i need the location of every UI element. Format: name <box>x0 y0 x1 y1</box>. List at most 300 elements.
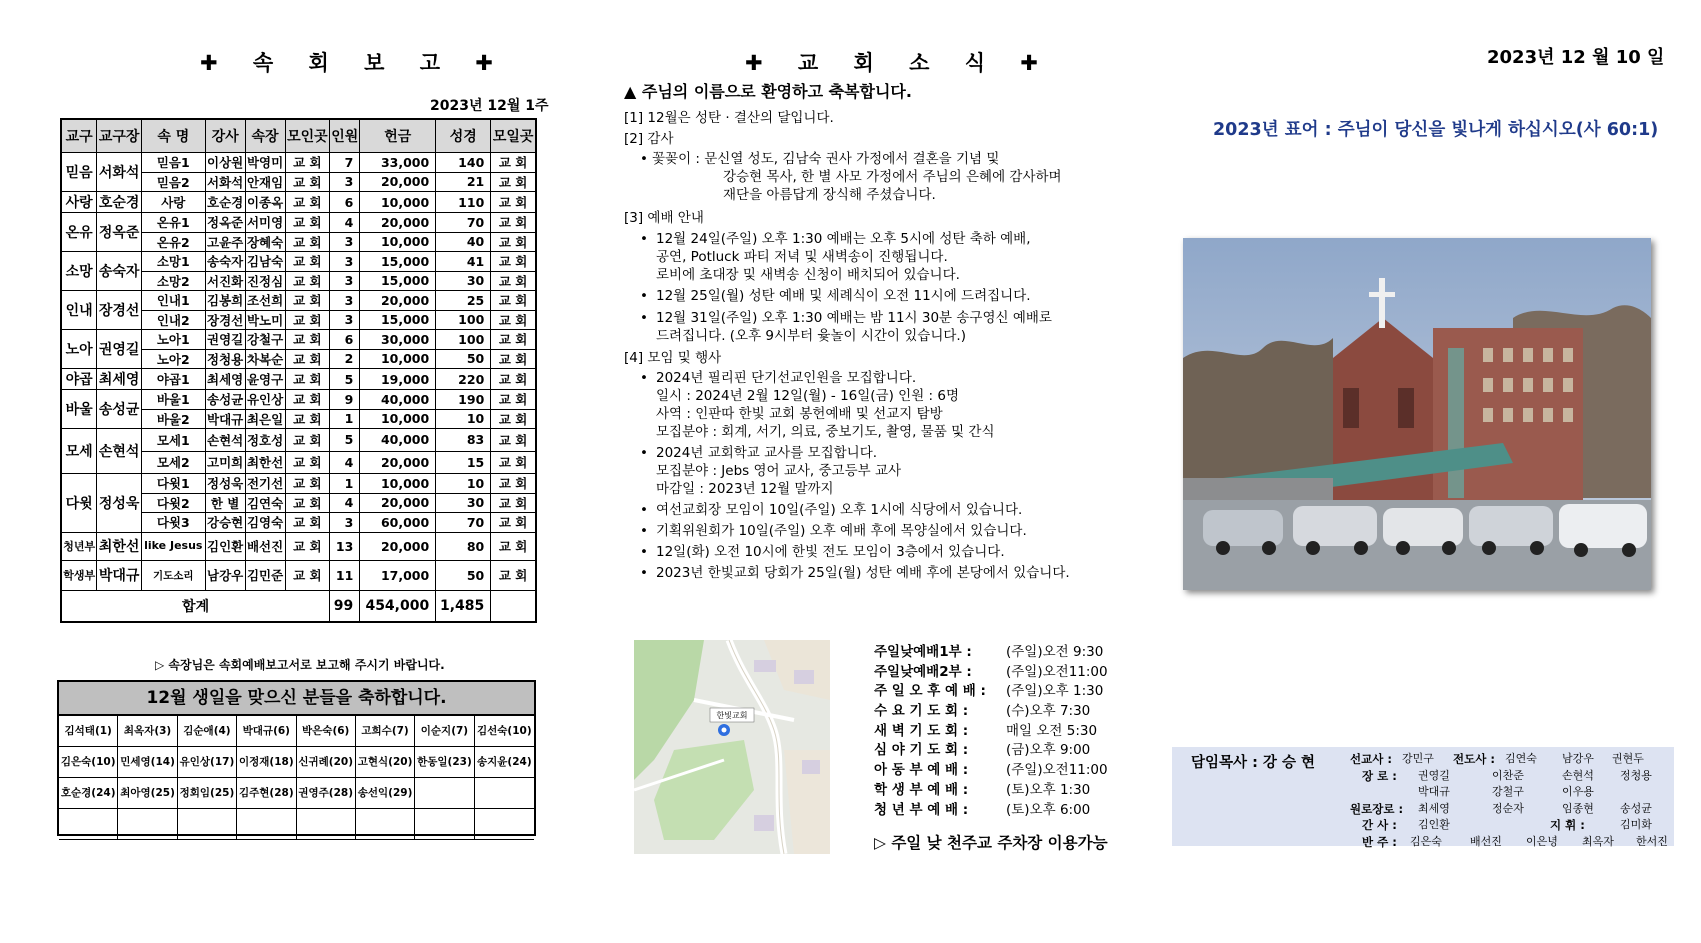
elder-5: 박대규 <box>1418 785 1450 798</box>
accompanist-5: 한서진 <box>1636 834 1668 848</box>
cell-leader: 이종옥 <box>245 192 285 213</box>
teacher: 정옥준 <box>205 213 245 233</box>
cell-name: 노아2 <box>141 349 205 369</box>
cell-leader: 진정심 <box>245 271 285 291</box>
teacher: 박대규 <box>205 409 245 429</box>
honorary-3: 임종현 <box>1562 801 1594 815</box>
service-time: (토)오후 1:30 <box>1006 781 1091 798</box>
elder-4: 정청용 <box>1620 768 1652 782</box>
elder-6: 강철구 <box>1492 785 1524 798</box>
table-row <box>61 390 536 410</box>
birthday-cell: 이정재(18) <box>237 747 296 778</box>
steward-name: 김인환 <box>1418 818 1450 831</box>
cell-leader: 윤영구 <box>245 369 285 390</box>
birthday-cell <box>475 778 534 809</box>
district-name: 모세 <box>61 429 97 474</box>
teacher: 호순경 <box>205 192 245 213</box>
teacher: 정성욱 <box>205 474 245 494</box>
elder-7: 이우용 <box>1562 785 1594 798</box>
report-note: ▷ 속장님은 속회예배보고서로 보고해 주시기 바랍니다. <box>155 658 445 672</box>
next-place: 교 회 <box>491 349 536 369</box>
district-leader: 송성균 <box>97 390 142 429</box>
cell-leader: 김영숙 <box>245 513 285 533</box>
news-item-2-head: [2] 감사 <box>624 131 674 147</box>
cell-name: 믿음2 <box>141 172 205 192</box>
news-line: 드려집니다. (오후 9시부터 윷놀이 시간이 있습니다.) <box>656 328 966 344</box>
district-leader: 송숙자 <box>97 252 142 291</box>
cell-leader: 장혜숙 <box>245 232 285 252</box>
accompanist-2: 배선진 <box>1470 834 1502 848</box>
next-place: 교 회 <box>491 291 536 311</box>
district-leader: 정성욱 <box>97 474 142 533</box>
news-bullet <box>640 522 1070 540</box>
steward-label: 간 사 : <box>1362 818 1397 832</box>
bible-reading: 25 <box>436 291 491 311</box>
attendance: 9 <box>330 390 360 410</box>
district-leader: 최한선 <box>97 532 142 560</box>
service-name: 주일낮예배2부 : <box>874 663 972 680</box>
cell-name: 모세2 <box>141 451 205 474</box>
birthday-cell-empty <box>415 809 474 840</box>
district-leader: 정옥준 <box>97 213 142 252</box>
cell-leader: 배선진 <box>245 532 285 560</box>
total-empty <box>491 590 536 622</box>
district-name: 청년부 <box>61 532 97 560</box>
service-name: 청 년 부 예 배 : <box>874 801 969 818</box>
table-row <box>61 213 536 233</box>
cell-name: 다윗2 <box>141 493 205 513</box>
events-list <box>640 369 1070 585</box>
honorary-2: 정순자 <box>1492 801 1524 815</box>
bible-reading: 70 <box>436 213 491 233</box>
birthday-cell: 최아영(25) <box>118 778 177 809</box>
birthday-cell: 박대규(6) <box>237 716 296 747</box>
service-name: 아 동 부 예 배 : <box>874 762 969 779</box>
evangelist-2: 남강우 <box>1562 752 1594 765</box>
accompanist-4: 최옥자 <box>1582 834 1614 848</box>
cell-name: 야곱1 <box>141 369 205 390</box>
news-line: 2023년 한빛교회 당회가 25일(월) 성탄 예배 후에 본당에서 있습니다. <box>656 565 1070 581</box>
total-bible: 1,485 <box>436 590 491 622</box>
bullet-dot: • <box>640 544 648 560</box>
meeting-place: 교 회 <box>285 560 330 590</box>
meeting-place: 교 회 <box>285 451 330 474</box>
bible-reading: 30 <box>436 271 491 291</box>
birthday-cell-empty <box>118 809 177 840</box>
news-bullet <box>640 564 1070 582</box>
cell-leader: 최한선 <box>245 451 285 474</box>
teacher: 고윤주 <box>205 232 245 252</box>
cell-leader: 박영미 <box>245 153 285 173</box>
teacher: 이상원 <box>205 153 245 173</box>
meeting-place: 교 회 <box>285 493 330 513</box>
offering: 20,000 <box>360 493 436 513</box>
bible-reading: 21 <box>436 172 491 192</box>
birthday-cell: 유인상(17) <box>178 747 237 778</box>
cell-name: 소망1 <box>141 252 205 272</box>
offering: 15,000 <box>360 252 436 272</box>
next-place: 교 회 <box>491 390 536 410</box>
service-time: (금)오후 9:00 <box>1006 742 1091 759</box>
meeting-place: 교 회 <box>285 474 330 494</box>
attendance: 7 <box>330 153 360 173</box>
offering: 15,000 <box>360 310 436 330</box>
service-name: 심 야 기 도 회 : <box>874 742 969 759</box>
bible-reading: 50 <box>436 349 491 369</box>
cell-leader: 최은일 <box>245 409 285 429</box>
bible-reading: 100 <box>436 330 491 350</box>
report-date: 2023년 12월 1주 <box>430 98 549 114</box>
service-time: (주일)오후 1:30 <box>1006 683 1104 700</box>
accompanist-3: 이은녕 <box>1526 834 1558 848</box>
bible-reading: 100 <box>436 310 491 330</box>
report-header-cell: 속 명 <box>141 119 205 153</box>
district-name: 야곱 <box>61 369 97 390</box>
director-label: 지 휘 : <box>1550 818 1585 832</box>
offering: 20,000 <box>360 451 436 474</box>
birthday-title: 12월 생일을 맞으신 분들을 축하합니다. <box>59 682 534 716</box>
news-line: 모집분야 : Jebs 영어 교사, 중고등부 교사 <box>656 463 902 479</box>
flower-thanks-line-3: 재단을 아름답게 장식해 주셨습니다. <box>723 187 936 203</box>
birthday-cell: 민세영(14) <box>118 747 177 778</box>
district-leader: 박대규 <box>97 560 142 590</box>
table-row <box>61 153 536 173</box>
next-place: 교 회 <box>491 213 536 233</box>
cell-name: 바울2 <box>141 409 205 429</box>
district-name: 온유 <box>61 213 97 252</box>
meeting-place: 교 회 <box>285 390 330 410</box>
bible-reading: 41 <box>436 252 491 272</box>
welcome-line: ▲ 주님의 이름으로 환영하고 축복합니다. <box>624 82 912 101</box>
report-header-cell: 인원 <box>330 119 360 153</box>
news-line: 사역 : 인판따 한빛 교회 봉헌예배 및 선교지 탐방 <box>656 406 943 422</box>
flower-thanks-line-1: 꽃꽂이 : 문신열 성도, 김남숙 권사 가정에서 결혼을 기념 및 <box>652 151 1000 167</box>
bible-reading: 40 <box>436 232 491 252</box>
offering: 10,000 <box>360 192 436 213</box>
next-place: 교 회 <box>491 474 536 494</box>
service-time: (주일)오전11:00 <box>1006 663 1108 680</box>
bible-reading: 80 <box>436 532 491 560</box>
offering: 19,000 <box>360 369 436 390</box>
news-bullet <box>640 230 1052 284</box>
meeting-place: 교 회 <box>285 213 330 233</box>
news-bullet <box>640 309 1052 345</box>
bullet-dot: • <box>640 445 648 461</box>
elder-2: 이찬준 <box>1492 768 1524 782</box>
service-name: 학 생 부 예 배 : <box>874 781 969 798</box>
meeting-place: 교 회 <box>285 409 330 429</box>
bullet-dot: • <box>640 288 648 304</box>
next-place: 교 회 <box>491 310 536 330</box>
birthday-cell: 이순지(7) <box>415 716 474 747</box>
teacher: 정청용 <box>205 349 245 369</box>
honorary-1: 최세영 <box>1418 801 1450 815</box>
birthday-cell-empty <box>178 809 237 840</box>
table-row <box>61 429 536 452</box>
birthday-cell: 김주현(28) <box>237 778 296 809</box>
news-line: 기획위원회가 10일(주일) 오후 예배 후에 목양실에서 있습니다. <box>656 523 1027 539</box>
birthday-cell: 최옥자(3) <box>118 716 177 747</box>
total-attendance: 99 <box>330 590 360 622</box>
district-leader: 호순경 <box>97 192 142 213</box>
attendance: 6 <box>330 330 360 350</box>
offering: 15,000 <box>360 271 436 291</box>
teacher: 송숙자 <box>205 252 245 272</box>
total-label: 합계 <box>61 590 330 622</box>
district-leader: 장경선 <box>97 291 142 330</box>
church-staff-box <box>1172 747 1674 849</box>
report-table-body <box>61 153 536 622</box>
total-offering: 454,000 <box>360 590 436 622</box>
offering: 20,000 <box>360 172 436 192</box>
service-time: (주일)오전 9:30 <box>1006 644 1104 660</box>
meeting-place: 교 회 <box>285 291 330 311</box>
location-map <box>634 640 830 854</box>
cell-leader: 김연숙 <box>245 493 285 513</box>
meeting-place: 교 회 <box>285 252 330 272</box>
offering: 30,000 <box>360 330 436 350</box>
cell-name: 인내2 <box>141 310 205 330</box>
bulletin-date: 2023년 12 월 10 일 <box>1487 47 1665 68</box>
offering: 20,000 <box>360 532 436 560</box>
report-header-cell: 헌금 <box>360 119 436 153</box>
honorary-4: 송성균 <box>1620 801 1652 815</box>
table-row <box>61 330 536 350</box>
report-header-cell: 강사 <box>205 119 245 153</box>
bullet-dot: • <box>640 565 648 581</box>
birthday-cell: 김은숙(10) <box>59 747 118 778</box>
next-place: 교 회 <box>491 271 536 291</box>
news-line: 모집분야 : 회계, 서기, 의료, 중보기도, 촬영, 물품 및 간식 <box>656 424 995 440</box>
table-row <box>61 291 536 311</box>
report-section-title: ✚ 속 회 보 고 ✚ <box>200 51 507 75</box>
attendance: 3 <box>330 252 360 272</box>
news-bullet <box>640 369 1070 441</box>
teacher: 장경선 <box>205 310 245 330</box>
district-leader: 서화석 <box>97 153 142 192</box>
cell-leader: 안재임 <box>245 172 285 192</box>
cell-name: 노아1 <box>141 330 205 350</box>
attendance: 1 <box>330 474 360 494</box>
district-leader: 권영길 <box>97 330 142 369</box>
attendance: 2 <box>330 349 360 369</box>
birthday-cell <box>415 778 474 809</box>
year-motto: 2023년 표어 : 주님이 당신을 빛나게 하십시오(사 60:1) <box>1213 120 1659 140</box>
next-place: 교 회 <box>491 330 536 350</box>
district-leader: 손현석 <box>97 429 142 474</box>
elder-label: 장 로 : <box>1362 768 1397 783</box>
report-header-cell: 속장 <box>245 119 285 153</box>
table-row <box>61 560 536 590</box>
next-place: 교 회 <box>491 451 536 474</box>
table-row <box>61 474 536 494</box>
service-time: (수)오후 7:30 <box>1006 703 1091 720</box>
news-bullet <box>640 501 1070 519</box>
news-line: 12월 31일(주일) 오후 1:30 예배는 밤 11시 30분 송구영신 예배로 <box>656 310 1052 326</box>
service-name: 새 벽 기 도 회 : <box>874 722 969 739</box>
cell-leader: 서미영 <box>245 213 285 233</box>
birthday-cell: 고현식(20) <box>356 747 415 778</box>
news-line: 12일(화) 오전 10시에 한빛 전도 모임이 3층에서 있습니다. <box>656 544 1005 560</box>
elder-3: 손현석 <box>1562 768 1594 782</box>
cell-name: 소망2 <box>141 271 205 291</box>
birthday-cell: 김순애(4) <box>178 716 237 747</box>
teacher: 송성균 <box>205 390 245 410</box>
offering: 60,000 <box>360 513 436 533</box>
director-name: 김미화 <box>1620 818 1652 831</box>
news-line: 마감일 : 2023년 12월 말까지 <box>656 481 834 497</box>
senior-pastor: 담임목사 : 강 승 현 <box>1191 755 1316 771</box>
evangelist-3: 권현두 <box>1612 752 1644 765</box>
next-place: 교 회 <box>491 493 536 513</box>
cell-name: 다윗1 <box>141 474 205 494</box>
bible-reading: 190 <box>436 390 491 410</box>
birthday-cell: 박은숙(6) <box>297 716 356 747</box>
news-item-1: [1] 12월은 성탄 · 결산의 달입니다. <box>624 110 834 126</box>
service-name: 수 요 기 도 회 : <box>874 703 969 720</box>
attendance: 1 <box>330 409 360 429</box>
birthday-cell: 한동일(23) <box>415 747 474 778</box>
cell-leader: 박노미 <box>245 310 285 330</box>
table-row <box>61 192 536 213</box>
report-header-cell: 성경 <box>436 119 491 153</box>
teacher: 권영길 <box>205 330 245 350</box>
cell-leader: 김남숙 <box>245 252 285 272</box>
worship-notice-list <box>640 230 1052 348</box>
teacher: 최세영 <box>205 369 245 390</box>
district-name: 믿음 <box>61 153 97 192</box>
news-bullet <box>640 444 1070 498</box>
table-row <box>61 252 536 272</box>
attendance: 5 <box>330 429 360 452</box>
bullet-dot: • <box>640 231 648 247</box>
bullet-dot: • <box>640 502 648 518</box>
cell-leader: 정호성 <box>245 429 285 452</box>
meeting-place: 교 회 <box>285 513 330 533</box>
cell-leader: 차복순 <box>245 349 285 369</box>
bullet-dot: • <box>640 310 648 326</box>
next-place: 교 회 <box>491 513 536 533</box>
district-name: 다윗 <box>61 474 97 533</box>
birthday-cell-empty <box>356 809 415 840</box>
table-row <box>61 369 536 390</box>
offering: 17,000 <box>360 560 436 590</box>
meeting-place: 교 회 <box>285 232 330 252</box>
birthday-cell: 송지윤(24) <box>475 747 534 778</box>
attendance: 4 <box>330 451 360 474</box>
offering: 10,000 <box>360 409 436 429</box>
next-place: 교 회 <box>491 532 536 560</box>
evangelist-label: 전도사 : <box>1453 752 1495 766</box>
attendance: 4 <box>330 493 360 513</box>
news-line: 12월 25일(월) 성탄 예배 및 세례식이 오전 11시에 드려집니다. <box>656 288 1031 304</box>
district-name: 학생부 <box>61 560 97 590</box>
attendance: 3 <box>330 172 360 192</box>
missionary-label: 선교사 : <box>1350 752 1392 766</box>
report-header-cell: 모일곳 <box>491 119 536 153</box>
news-item-2-body: • 꽃꽂이 : 문신열 성도, 김남숙 권사 가정에서 결혼을 기념 및 강승현 목사, 한 별 사모 가정에서 주님의 은혜에 감사하며 재단을 아름답게 장식해 주셨습니다. <box>640 151 1062 203</box>
meeting-place: 교 회 <box>285 330 330 350</box>
next-place: 교 회 <box>491 153 536 173</box>
cell-name: 모세1 <box>141 429 205 452</box>
next-place: 교 회 <box>491 192 536 213</box>
bible-reading: 83 <box>436 429 491 452</box>
offering: 40,000 <box>360 429 436 452</box>
news-line: 12월 24일(주일) 오후 1:30 예배는 오후 5시에 성탄 축하 예배, <box>656 231 1031 247</box>
next-place: 교 회 <box>491 409 536 429</box>
birthday-box <box>57 680 536 836</box>
district-name: 노아 <box>61 330 97 369</box>
cell-name: 바울1 <box>141 390 205 410</box>
attendance: 3 <box>330 513 360 533</box>
offering: 33,000 <box>360 153 436 173</box>
district-name: 소망 <box>61 252 97 291</box>
bible-reading: 10 <box>436 409 491 429</box>
news-line: 일시 : 2024년 2월 12일(월) - 16일(금) 인원 : 6명 <box>656 388 959 404</box>
cell-leader: 김민준 <box>245 560 285 590</box>
flower-thanks-line-2: 강승현 목사, 한 별 사모 가정에서 주님의 은혜에 감사하며 <box>723 169 1062 185</box>
attendance: 11 <box>330 560 360 590</box>
missionary-name: 강민구 <box>1402 752 1434 765</box>
service-time: (주일)오전11:00 <box>1006 762 1108 779</box>
accompanist-label: 반 주 : <box>1362 834 1397 849</box>
news-bullet <box>640 543 1070 561</box>
next-place: 교 회 <box>491 369 536 390</box>
district-name: 인내 <box>61 291 97 330</box>
attendance: 3 <box>330 232 360 252</box>
meeting-place: 교 회 <box>285 349 330 369</box>
next-place: 교 회 <box>491 252 536 272</box>
birthday-cell: 김석태(1) <box>59 716 118 747</box>
teacher: 강승현 <box>205 513 245 533</box>
cell-name: 믿음1 <box>141 153 205 173</box>
birthday-cell: 권영주(28) <box>297 778 356 809</box>
offering: 10,000 <box>360 474 436 494</box>
teacher: 손현석 <box>205 429 245 452</box>
service-name: 주일낮예배1부 : <box>874 644 972 660</box>
attendance: 3 <box>330 271 360 291</box>
bullet-dot: • <box>640 523 648 539</box>
meeting-place: 교 회 <box>285 369 330 390</box>
cell-leader: 전기선 <box>245 474 285 494</box>
attendance: 13 <box>330 532 360 560</box>
meeting-place: 교 회 <box>285 172 330 192</box>
attendance: 5 <box>330 369 360 390</box>
evangelist-1: 김연숙 <box>1505 752 1537 765</box>
birthday-cell-empty <box>475 809 534 840</box>
table-row <box>61 532 536 560</box>
birthday-cell-empty <box>297 809 356 840</box>
attendance: 4 <box>330 213 360 233</box>
meeting-place: 교 회 <box>285 429 330 452</box>
cell-name: 온유2 <box>141 232 205 252</box>
elder-1: 권영길 <box>1418 768 1450 782</box>
report-header-cell: 모인곳 <box>285 119 330 153</box>
district-leader: 최세영 <box>97 369 142 390</box>
meeting-place: 교 회 <box>285 153 330 173</box>
attendance: 3 <box>330 310 360 330</box>
teacher: 고미희 <box>205 451 245 474</box>
district-name: 바울 <box>61 390 97 429</box>
birthday-cell: 고희수(7) <box>356 716 415 747</box>
accompanist-1: 김은숙 <box>1410 834 1442 848</box>
cell-name: 다윗3 <box>141 513 205 533</box>
news-line: 2024년 필리핀 단기선교인원을 모집합니다. <box>656 370 917 386</box>
cell-name: like Jesus <box>141 532 205 560</box>
news-line: 여선교회장 모임이 10일(주일) 오후 1시에 식당에서 있습니다. <box>656 502 1023 518</box>
teacher: 한 별 <box>205 493 245 513</box>
service-time: (토)오후 6:00 <box>1006 801 1091 818</box>
